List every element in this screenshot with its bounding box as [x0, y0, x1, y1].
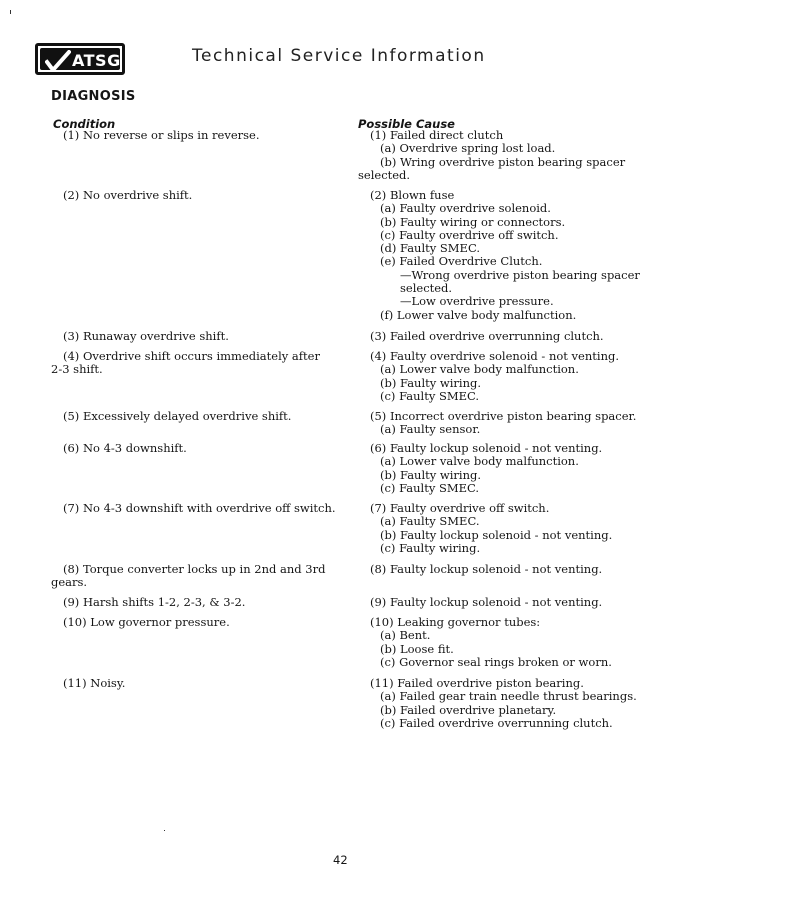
- cause-line: (a) Lower valve body malfunction.: [380, 362, 579, 377]
- cause-line: (c) Failed overdrive overrunning clutch.: [380, 715, 613, 730]
- cause-line: (b) Faulty wiring.: [380, 467, 482, 482]
- cause-line: (a) Faulty SMEC.: [380, 514, 480, 529]
- condition-cell: [51, 502, 338, 515]
- condition-text: 2-3 shift.: [51, 362, 103, 377]
- cause-line: (c) Faulty wiring.: [380, 540, 481, 555]
- cause-line: (b) Wring overdrive piston bearing spacer: [380, 154, 626, 169]
- condition-cell: [51, 442, 338, 455]
- cause-cell: [358, 129, 648, 182]
- cause-line: (a) Lower valve body malfunction.: [380, 454, 579, 469]
- cause-line: (b) Failed overdrive planetary.: [380, 702, 557, 717]
- cause-line: (3) Failed overdrive overrunning clutch.: [370, 329, 604, 343]
- condition-cell: [51, 563, 338, 590]
- condition-text: (8) Torque converter locks up in 2nd and 3rd: [63, 562, 326, 576]
- cause-cell: [358, 410, 648, 437]
- cause-line: (8) Faulty lockup solenoid - not venting.: [370, 562, 603, 576]
- cause-line: —Wrong overdrive piston bearing spacer: [400, 267, 640, 282]
- cause-line: (7) Faulty overdrive off switch.: [370, 501, 550, 515]
- cause-cell: [358, 616, 648, 669]
- column-header-possible-cause: Possible Cause: [358, 117, 455, 131]
- cause-line: (b) Faulty wiring or connectors.: [380, 214, 566, 229]
- condition-text: (3) Runaway overdrive shift.: [63, 329, 229, 343]
- cause-line: selected.: [400, 281, 453, 296]
- condition-cell: [51, 596, 338, 609]
- cause-cell: [358, 330, 648, 343]
- cause-cell: [358, 350, 648, 403]
- condition-cell: [51, 616, 338, 629]
- cause-line: (a) Failed gear train needle thrust bearings.: [380, 689, 637, 704]
- condition-text: (6) No 4-3 downshift.: [63, 441, 187, 455]
- condition-text: (10) Low governor pressure.: [63, 615, 230, 629]
- condition-cell: [51, 189, 338, 202]
- cause-line: (a) Faulty sensor.: [380, 422, 481, 437]
- cause-line: (9) Faulty lockup solenoid - not venting.: [370, 595, 603, 609]
- cause-line: (a) Faulty overdrive solenoid.: [380, 201, 551, 216]
- cause-line: (11) Failed overdrive piston bearing.: [370, 676, 584, 690]
- cause-line: (a) Bent.: [380, 628, 431, 643]
- cause-line: (2) Blown fuse: [370, 188, 455, 202]
- logo-text: ATSG: [72, 51, 121, 70]
- cause-line: (f) Lower valve body malfunction.: [380, 307, 577, 322]
- condition-cell: [51, 129, 338, 142]
- checkmark-icon: [45, 50, 71, 72]
- condition-cell: [51, 350, 338, 377]
- cause-cell: [358, 502, 648, 555]
- cause-line: (c) Faulty overdrive off switch.: [380, 227, 559, 242]
- condition-text: (5) Excessively delayed overdrive shift.: [63, 409, 292, 423]
- cause-line: (b) Loose fit.: [380, 641, 454, 656]
- cause-line: (b) Faulty lockup solenoid - not venting.: [380, 527, 613, 542]
- cause-line: (c) Governor seal rings broken or worn.: [380, 654, 612, 669]
- condition-cell: [51, 330, 338, 343]
- page-header-title: Technical Service Information: [192, 46, 486, 66]
- condition-text: (4) Overdrive shift occurs immediately after: [63, 349, 320, 363]
- cause-line: (6) Faulty lockup solenoid - not venting.: [370, 441, 603, 455]
- condition-text: (7) No 4-3 downshift with overdrive off switch.: [63, 501, 336, 515]
- cause-line: (c) Faulty SMEC.: [380, 388, 480, 403]
- cause-cell: [358, 563, 648, 576]
- scan-speck: [164, 830, 165, 831]
- cause-cell: [358, 677, 648, 730]
- condition-text: (9) Harsh shifts 1-2, 2-3, & 3-2.: [63, 595, 246, 609]
- condition-cell: [51, 677, 338, 690]
- condition-text: (2) No overdrive shift.: [63, 188, 193, 202]
- condition-cell: [51, 410, 338, 423]
- cause-cell: [358, 189, 648, 322]
- cause-cell: [358, 442, 648, 495]
- cause-line: (5) Incorrect overdrive piston bearing spacer.: [370, 409, 637, 423]
- cause-line: (c) Faulty SMEC.: [380, 480, 480, 495]
- cause-line: (d) Faulty SMEC.: [380, 241, 480, 256]
- condition-text: gears.: [51, 575, 88, 590]
- atsg-logo: [35, 43, 125, 75]
- section-title: DIAGNOSIS: [51, 89, 136, 104]
- cause-line: (1) Failed direct clutch: [370, 128, 504, 142]
- cause-line: (b) Faulty wiring.: [380, 375, 482, 390]
- cause-line: selected.: [358, 167, 411, 182]
- cause-line: (10) Leaking governor tubes:: [370, 615, 541, 629]
- scan-speck: [10, 10, 11, 14]
- condition-text: (1) No reverse or slips in reverse.: [63, 128, 260, 142]
- cause-line: (e) Failed Overdrive Clutch.: [380, 254, 543, 269]
- page-number: 42: [333, 853, 348, 867]
- cause-line: (a) Overdrive spring lost load.: [380, 141, 556, 156]
- cause-line: —Low overdrive pressure.: [400, 294, 554, 309]
- column-header-condition: Condition: [53, 117, 116, 131]
- condition-text: (11) Noisy.: [63, 676, 126, 690]
- cause-cell: [358, 596, 648, 609]
- cause-line: (4) Faulty overdrive solenoid - not venting.: [370, 349, 619, 363]
